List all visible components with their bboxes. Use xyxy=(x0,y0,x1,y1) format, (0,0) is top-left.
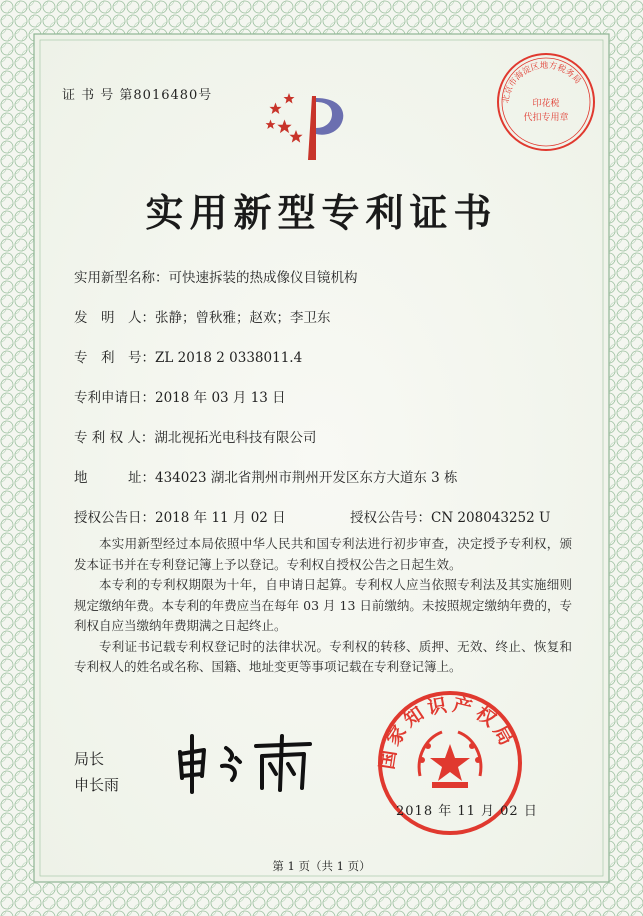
seal-date: 2018 年 11 月 02 日 xyxy=(396,804,538,819)
legal-text xyxy=(74,534,572,678)
field-grant-date: 授权公告日：2018 年 11 月 02 日 xyxy=(74,510,286,526)
legal-paragraph-3: 专利证书记载专利权登记时的法律状况。专利权的转移、质押、无效、终止、恢复和专利权人的姓名或名称、国籍、地址变更等事项记载在专利登记簿上。 xyxy=(74,638,572,674)
tax-stamp xyxy=(494,50,598,154)
field-grant-number: 授权公告号：CN 208043252 U xyxy=(350,510,551,526)
certificate-number: 证 书 号 第8016480号 xyxy=(62,88,213,103)
legal-paragraph-1: 本实用新型经过本局依照中华人民共和国专利法进行初步审查，决定授予专利权，颁发本证书并在专利登记簿上予以登记。专利权自授权公告之日起生效。 xyxy=(74,536,572,572)
svg-text:国家知识产权局: 国家知识产权局 xyxy=(376,693,520,771)
patent-office-logo xyxy=(262,92,362,164)
field-patent-number: 专 利 号：ZL 2018 2 0338011.4 xyxy=(74,350,303,366)
field-address: 地 址：434023 湖北省荆州市荆州开发区东方大道东 3 栋 xyxy=(74,470,458,486)
svg-text:北京市海淀区地方税务局: 北京市海淀区地方税务局 xyxy=(500,60,583,105)
director-title: 局长 xyxy=(74,750,105,768)
legal-paragraph-2: 本专利的专利权期限为十年，自申请日起算。专利权人应当依照专利法及其实施细则规定缴纳年费。本专利的年费应当在每年 03 月 13 日前缴纳。未按照规定缴纳年费的，专利权自应当缴纳年费期满之日起终止。 xyxy=(74,577,572,633)
certificate-title: 实用新型专利证书 xyxy=(145,190,498,235)
director-signature xyxy=(170,730,320,800)
field-patent-owner: 专 利 权 人：湖北视拓光电科技有限公司 xyxy=(74,430,317,446)
page-number: 第 1 页（共 1 页） xyxy=(272,859,371,873)
field-filing-date: 专利申请日：2018 年 03 月 13 日 xyxy=(74,390,286,406)
field-utility-model-name: 实用新型名称：可快速拆装的热成像仪目镜机构 xyxy=(74,270,358,286)
svg-text:代扣专用章: 代扣专用章 xyxy=(523,113,569,123)
svg-text:印花税: 印花税 xyxy=(532,99,560,109)
field-inventor: 发 明 人：张静；曾秋雅；赵欢；李卫东 xyxy=(74,310,331,326)
director-name: 申长雨 xyxy=(74,776,120,794)
